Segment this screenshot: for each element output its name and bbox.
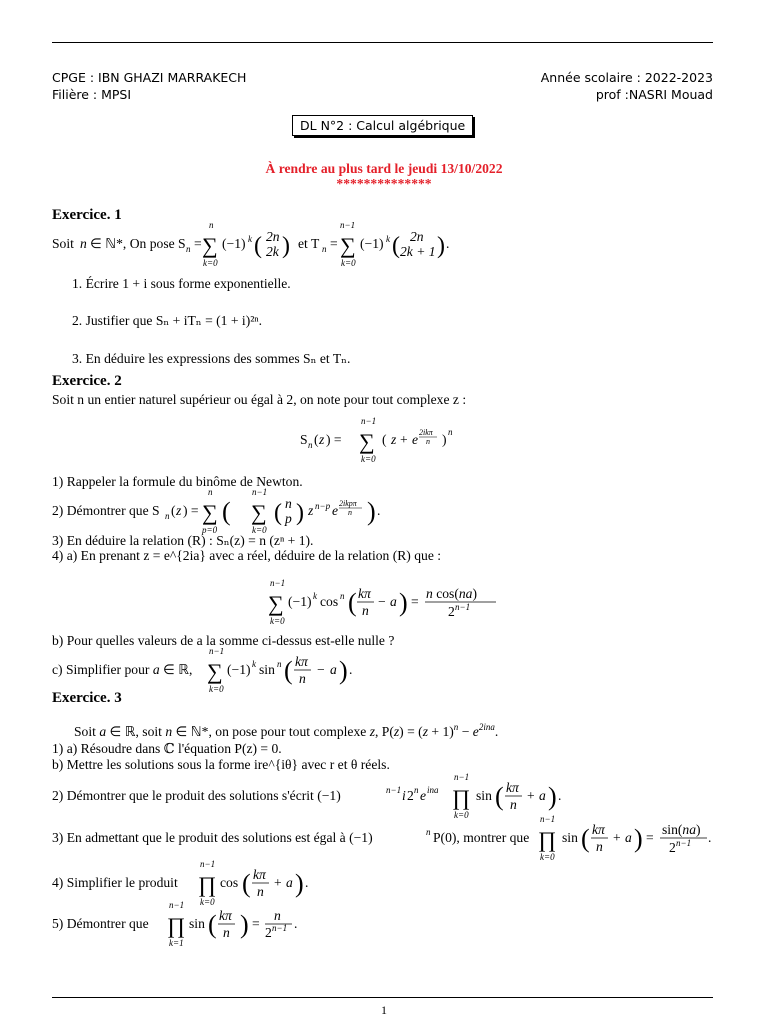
exercise-2-formula2 [268, 578, 508, 633]
svg-text:): ) [367, 497, 376, 526]
svg-text:2ikpπ: 2ikpπ [339, 499, 357, 508]
svg-text:a: a [330, 662, 337, 677]
svg-text:a: a [390, 594, 397, 609]
svg-text:): ) [437, 233, 445, 259]
svg-text:n−1: n−1 [169, 901, 185, 910]
exercise-3-q5 [52, 901, 352, 954]
svg-text:n: n [322, 244, 327, 254]
svg-text:3) En admettant que le produit: 3) En admettant que le produit des solutions est égal à (−1) [52, 830, 373, 845]
svg-text:∑: ∑ [202, 233, 218, 258]
svg-text:n−1: n−1 [676, 838, 692, 848]
svg-text:kπ: kπ [295, 654, 308, 669]
exercise-2-formula2-math [268, 578, 508, 628]
school-year: Année scolaire : 2022-2023 [540, 70, 713, 85]
svg-text:n−1: n−1 [361, 416, 377, 426]
svg-text:=: = [252, 916, 260, 931]
svg-text:): ) [399, 588, 408, 617]
document-title: DL N°2 : Calcul algébrique [292, 115, 473, 136]
exercise-1-q1: 1. Écrire 1 + i sous forme exponentielle. [72, 276, 291, 291]
svg-text:n−1: n−1 [252, 488, 268, 497]
svg-text:n−1: n−1 [270, 578, 286, 588]
svg-text:(: ( [274, 500, 282, 526]
svg-text:k=0: k=0 [540, 852, 555, 862]
svg-text:.: . [377, 503, 381, 518]
svg-text:∑: ∑ [207, 659, 223, 684]
svg-text:sin: sin [259, 662, 275, 677]
svg-text:(: ( [242, 869, 251, 898]
teacher-name: prof :NASRI Mouad [595, 87, 713, 102]
svg-text:e: e [332, 503, 339, 518]
svg-text:): ) [548, 782, 557, 811]
svg-text:): ) [295, 869, 304, 898]
svg-text:a: a [286, 875, 293, 890]
svg-text:et T: et T [298, 236, 320, 251]
svg-text:n: n [448, 427, 453, 437]
svg-text:): ) [240, 910, 249, 939]
school-name: CPGE : IBN GHAZI MARRAKECH [52, 70, 247, 85]
svg-text:2k + 1: 2k + 1 [400, 244, 436, 259]
svg-text:) =: ) = [326, 432, 342, 447]
svg-text:k=0: k=0 [252, 525, 267, 535]
svg-text:k=0: k=0 [200, 897, 215, 907]
svg-text:n: n [80, 236, 87, 251]
svg-text:∑: ∑ [340, 233, 356, 258]
svg-text:ina: ina [427, 785, 439, 795]
svg-text:−: − [378, 594, 386, 609]
deadline: À rendre au plus tard le jeudi 13/10/2022 [265, 161, 503, 176]
svg-text:n: n [299, 671, 306, 686]
svg-text:.: . [349, 662, 353, 677]
svg-text:(: ( [314, 432, 319, 447]
svg-text:2: 2 [407, 788, 414, 803]
svg-text:.: . [708, 830, 712, 845]
svg-text:4) Simplifier le produit: 4) Simplifier le produit [52, 875, 178, 890]
svg-text:∏: ∏ [198, 872, 217, 897]
svg-text:∈ ℕ*, On pose S: ∈ ℕ*, On pose S [90, 236, 186, 251]
exercise-2-q4c-math [52, 648, 382, 694]
track-name: Filière : MPSI [52, 87, 132, 102]
svg-text:z: z [308, 503, 314, 518]
exercise-2-q2-math [52, 488, 412, 538]
svg-text:n: n [165, 511, 170, 521]
exercise-3-q2-math [52, 772, 572, 820]
svg-text:sin: sin [562, 830, 578, 845]
svg-text:(: ( [284, 656, 293, 685]
svg-text:): ) [296, 500, 304, 526]
svg-text:n: n [426, 437, 430, 446]
svg-text:∏: ∏ [167, 913, 186, 938]
svg-text:.: . [446, 236, 450, 251]
svg-text:sin(na): sin(na) [662, 822, 701, 837]
svg-text:a: a [625, 830, 632, 845]
svg-text:n−1: n−1 [540, 814, 556, 824]
svg-text:n−1: n−1 [340, 222, 356, 230]
svg-text:Soit: Soit [52, 236, 74, 251]
svg-text:n: n [414, 785, 419, 795]
exercise-2-intro: Soit n un entier naturel supérieur ou égal à 2, on note pour tout complexe z : [52, 392, 467, 407]
svg-text:P(0), montrer que: P(0), montrer que [433, 830, 530, 845]
exercise-2-q4a: 4) a) En prenant z = e^{2ia} avec a réel, déduire de la relation (R) que : [52, 548, 442, 563]
svg-text:−: − [317, 662, 325, 677]
svg-text:c) Simplifier pour a ∈ ℝ,: c) Simplifier pour a ∈ ℝ, [52, 662, 193, 677]
svg-text:2k: 2k [266, 244, 279, 259]
bottom-rule [52, 997, 713, 998]
svg-text:n cos(na): n cos(na) [426, 586, 477, 601]
svg-text:k=1: k=1 [169, 938, 184, 948]
svg-text:cos: cos [320, 594, 339, 609]
exercise-3-q3-math [52, 814, 720, 864]
svg-text:n−1: n−1 [209, 648, 225, 656]
svg-text:=: = [330, 236, 338, 251]
svg-text:+: + [400, 432, 408, 447]
svg-text:=: = [411, 594, 419, 609]
svg-text:.: . [305, 875, 309, 890]
svg-text:(: ( [208, 910, 217, 939]
exercise-2-title: Exercice. 2 [52, 373, 122, 389]
exercise-1-q2: 2. Justifier que Sₙ + iTₙ = (1 + i)²ⁿ. [72, 313, 262, 328]
svg-text:(−1): (−1) [227, 662, 251, 677]
svg-text:n: n [257, 884, 264, 899]
svg-text:k: k [252, 659, 256, 669]
svg-text:kπ: kπ [219, 908, 232, 923]
svg-text:(−1): (−1) [222, 236, 246, 251]
svg-text:n: n [348, 508, 352, 517]
svg-text:a: a [539, 788, 546, 803]
svg-text:n: n [596, 839, 603, 854]
svg-text:∏: ∏ [538, 827, 557, 852]
svg-text:(: ( [171, 503, 176, 518]
svg-text:2ikπ: 2ikπ [419, 428, 433, 437]
svg-text:sin: sin [476, 788, 492, 803]
svg-text:) =: ) = [183, 503, 199, 518]
svg-text:(: ( [392, 233, 400, 259]
svg-text:k=0: k=0 [341, 258, 356, 268]
svg-text:kπ: kπ [253, 867, 266, 882]
svg-text:(: ( [581, 824, 590, 853]
svg-text:∑: ∑ [268, 591, 284, 616]
svg-text:): ) [282, 233, 290, 259]
exercise-3-q1b: b) Mettre les solutions sous la forme ire^{iθ} avec r et θ réels. [52, 757, 390, 772]
svg-text:.: . [294, 916, 298, 931]
svg-text:n−1: n−1 [386, 785, 402, 795]
svg-text:n: n [277, 659, 282, 669]
svg-text:∑: ∑ [202, 500, 218, 525]
svg-text:z: z [391, 432, 397, 447]
svg-text:kπ: kπ [506, 780, 519, 795]
svg-text:n−1: n−1 [455, 602, 471, 612]
svg-text:n−1: n−1 [272, 923, 288, 933]
exercise-2-q1: 1) Rappeler la formule du binôme de Newton. [52, 474, 303, 489]
exercise-1-intro-math [52, 222, 552, 270]
svg-text:i: i [402, 788, 406, 803]
svg-text:n: n [362, 603, 369, 618]
svg-text:kπ: kπ [592, 822, 605, 837]
svg-text:n: n [209, 222, 214, 230]
svg-text:e: e [412, 432, 419, 447]
svg-text:(: ( [382, 432, 387, 447]
svg-text:z: z [176, 503, 182, 518]
svg-text:n−p: n−p [315, 501, 331, 511]
svg-text:k=0: k=0 [203, 258, 218, 268]
svg-text:): ) [339, 656, 348, 685]
svg-text:k: k [313, 591, 317, 601]
svg-text:(−1): (−1) [288, 594, 312, 609]
svg-text:p: p [285, 511, 292, 526]
svg-text:=: = [194, 236, 202, 251]
svg-text:e: e [420, 788, 427, 803]
svg-text:kπ: kπ [358, 586, 371, 601]
svg-text:n−1: n−1 [454, 772, 470, 782]
svg-text:n: n [285, 496, 292, 511]
svg-text:cos: cos [220, 875, 239, 890]
svg-text:n: n [274, 908, 281, 923]
svg-text:(: ( [254, 233, 262, 259]
svg-text:Soit a ∈ ℝ, soit n ∈ ℕ*, on po: Soit a ∈ ℝ, soit n ∈ ℕ*, on pose pour tout complexe z, $P(z) = (z + 1)^n - e^{2ina}$. [74, 722, 499, 739]
svg-text:+: + [527, 788, 535, 803]
exercise-1-title: Exercice. 1 [52, 207, 122, 223]
svg-text:(: ( [348, 588, 357, 617]
svg-text:): ) [442, 432, 447, 447]
svg-text:k=0: k=0 [270, 616, 285, 626]
svg-text:2: 2 [448, 604, 455, 619]
svg-text:2: 2 [669, 840, 676, 855]
svg-text:+: + [613, 830, 621, 845]
svg-text:k=0: k=0 [454, 810, 469, 820]
svg-text:k=0: k=0 [209, 684, 224, 694]
exercise-2-formula-math [300, 416, 480, 466]
exercise-1-q3: 3. En déduire les expressions des sommes Sₙ et Tₙ. [72, 351, 351, 366]
svg-text:2) Démontrer que le produit de: 2) Démontrer que le produit des solutions s'écrit (−1) [52, 788, 341, 803]
exercise-2-q4b: b) Pour quelles valeurs de a la somme ci-dessus est-elle nulle ? [52, 633, 395, 648]
svg-text:+: + [274, 875, 282, 890]
svg-text:n: n [340, 591, 345, 601]
svg-text:n: n [510, 797, 517, 812]
svg-text:n−1: n−1 [200, 860, 216, 869]
exercise-3-intro-math [74, 720, 574, 742]
exercise-1-intro [52, 222, 552, 268]
svg-text:(: ( [222, 497, 231, 526]
svg-text:n: n [308, 440, 313, 450]
svg-text:(: ( [495, 782, 504, 811]
stars-separator: ************** [336, 176, 432, 191]
svg-text:(−1): (−1) [360, 236, 384, 251]
svg-text:∏: ∏ [452, 785, 471, 810]
svg-text:=: = [646, 830, 654, 845]
svg-text:∑: ∑ [251, 500, 267, 525]
svg-text:S: S [300, 432, 308, 447]
page-number: 1 [381, 1003, 387, 1017]
svg-text:n: n [186, 244, 191, 254]
svg-text:2n: 2n [266, 229, 280, 244]
svg-text:n: n [208, 488, 213, 497]
exercise-3-title: Exercice. 3 [52, 690, 122, 706]
svg-text:k: k [386, 234, 390, 244]
top-rule [52, 42, 713, 43]
svg-text:∑: ∑ [359, 429, 375, 454]
exercise-3-q1a: 1) a) Résoudre dans ℂ l'équation P(z) = 0. [52, 741, 282, 756]
svg-text:2) Démontrer que S: 2) Démontrer que S [52, 503, 160, 518]
svg-text:k: k [248, 234, 252, 244]
exercise-3-q5-math [52, 901, 352, 949]
svg-text:): ) [634, 824, 643, 853]
exercise-2-q3: 3) En déduire la relation (R) : Sₙ(z) = n (zⁿ + 1). [52, 533, 314, 548]
svg-text:2: 2 [265, 925, 272, 940]
svg-text:p=0: p=0 [202, 525, 218, 535]
svg-text:sin: sin [189, 916, 205, 931]
svg-text:2n: 2n [410, 229, 424, 244]
exercise-2-formula [300, 416, 480, 471]
svg-text:k=0: k=0 [361, 454, 376, 464]
svg-text:n: n [426, 827, 431, 837]
svg-text:.: . [558, 788, 562, 803]
svg-text:5) Démontrer que: 5) Démontrer que [52, 916, 149, 931]
svg-text:z: z [319, 432, 325, 447]
svg-text:n: n [223, 925, 230, 940]
